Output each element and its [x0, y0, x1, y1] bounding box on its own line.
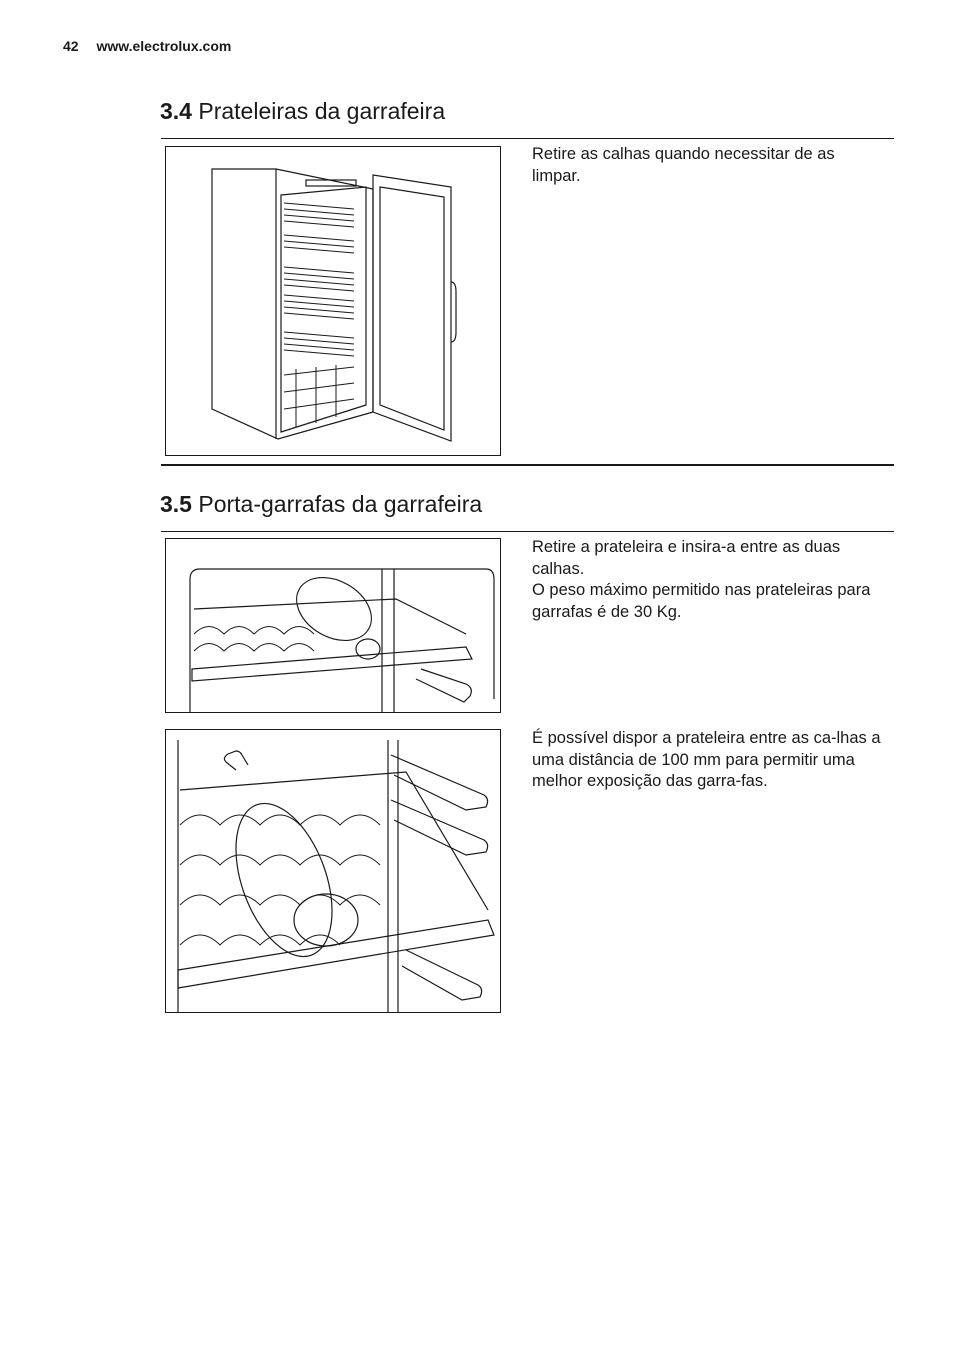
section-divider-thick	[161, 464, 894, 466]
wine-cabinet-illustration	[165, 146, 501, 456]
website-url: www.electrolux.com	[96, 38, 232, 54]
bottle-shelf-illustration	[165, 538, 501, 713]
section-number: 3.5	[160, 491, 192, 517]
section-divider	[161, 138, 894, 139]
section-title-text: Prateleiras da garrafeira	[198, 98, 446, 124]
section-3-5-text	[532, 537, 882, 623]
page-header	[63, 38, 231, 54]
section-title-text: Porta-garrafas da garrafeira	[198, 491, 483, 517]
section-divider	[161, 531, 894, 532]
bottle-display-shelf-illustration	[165, 729, 501, 1013]
section-3-5-title	[160, 491, 482, 518]
shelf-spacing-paragraph: É possível dispor a prateleira entre as ca-lhas a uma distância de 100 mm para permitir uma melhor exposição das garra-fas.	[532, 729, 881, 790]
page-number: 42	[63, 38, 79, 54]
section-3-4-paragraph: Retire as calhas quando necessitar de as limpar.	[532, 145, 835, 185]
section-3-4-title	[160, 98, 445, 125]
section-number: 3.4	[160, 98, 192, 124]
instruction-paragraph: Retire a prateleira e insira-a entre as duas calhas.	[532, 538, 841, 578]
max-weight-paragraph: O peso máximo permitido nas prateleiras para garrafas é de 30 Kg.	[532, 581, 871, 621]
